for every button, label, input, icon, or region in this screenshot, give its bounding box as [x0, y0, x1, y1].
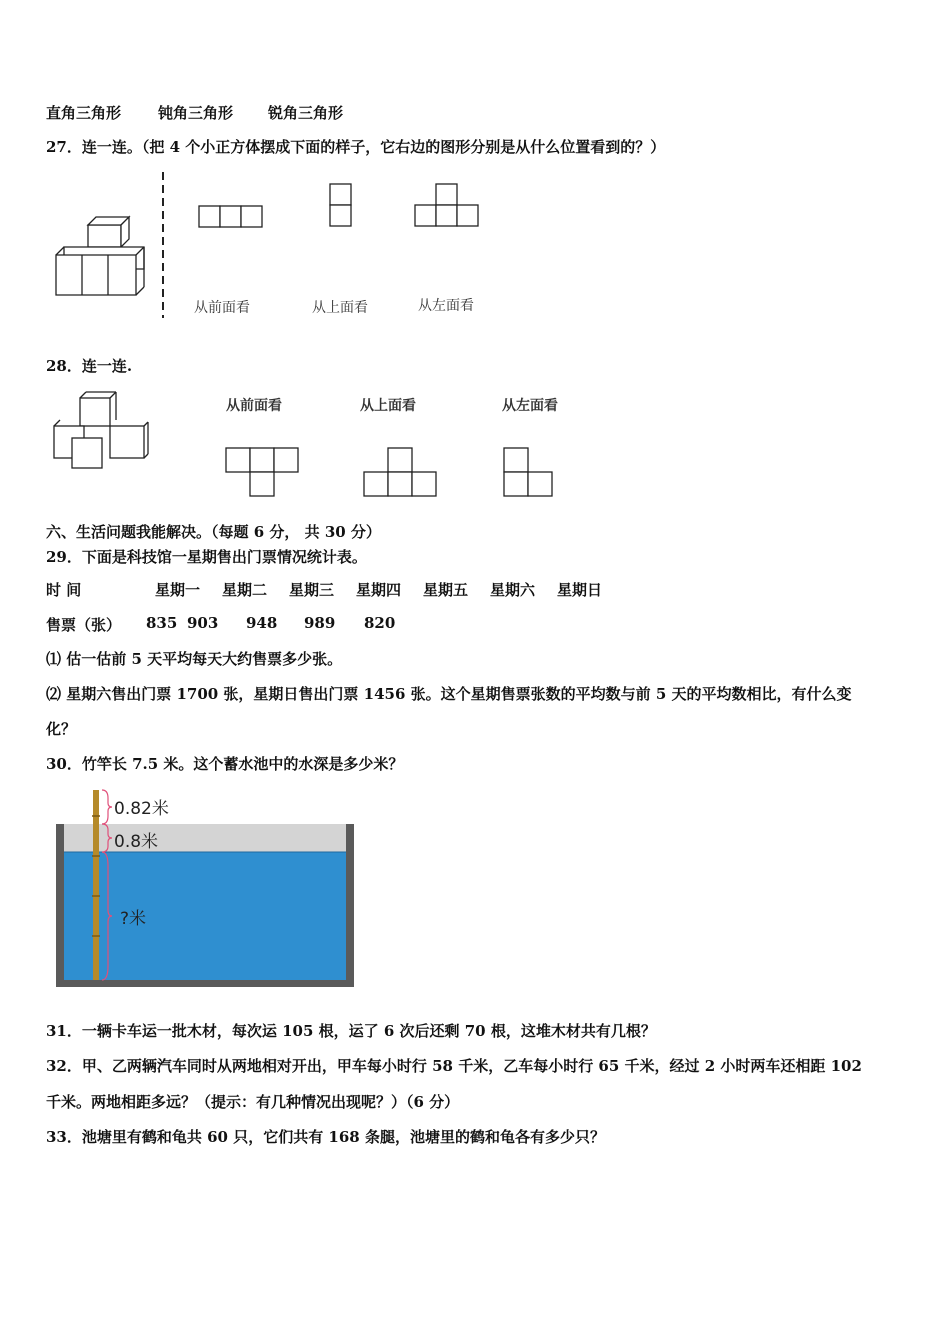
q30-label-water: ?米 — [120, 909, 147, 929]
q30-pool-illustration — [56, 786, 356, 988]
q29-day: 星期六 — [490, 581, 536, 599]
section-6-heading: 六、生活问题我能解决。（每题 6 分， 共 30 分） — [46, 523, 381, 541]
q28-cube-figure — [52, 396, 148, 472]
q27-view-front — [198, 205, 266, 229]
q33-text: 33．池塘里有鹤和龟共 60 只，它们共有 168 条腿，池塘里的鹤和龟各有多少只？ — [46, 1128, 605, 1146]
q28-label-front: 从前面看 — [226, 398, 282, 414]
q29-day: 星期一 — [155, 581, 201, 599]
q27-view-left — [414, 183, 482, 229]
q30-label-top: 0.82米 — [114, 799, 169, 819]
q28-view-shape-2 — [363, 447, 441, 499]
q31-text: 31．一辆卡车运一批木材，每次运 105 根，运了 6 次后还剩 70 根，这堆木材共有几根？ — [46, 1022, 656, 1040]
q29-ticket-value: 948 — [246, 614, 278, 632]
q30-text: 30．竹竿长 7.5 米。这个蓄水池中的水深是多少米？ — [46, 755, 404, 773]
q29-table-row-tickets — [0, 614, 950, 634]
q29-text: 29．下面是科技馆一星期售出门票情况统计表。 — [46, 548, 367, 566]
q28-label-left: 从左面看 — [502, 398, 558, 414]
q27-view-top — [329, 183, 353, 229]
q29-day: 星期三 — [289, 581, 335, 599]
tri-type-acute: 锐角三角形 — [268, 104, 344, 122]
tri-type-right: 直角三角形 — [46, 104, 122, 122]
q27-cube-figure — [50, 225, 150, 300]
q27-label-left: 从左面看 — [418, 298, 474, 314]
q29-sub2-line1: ⑵ 星期六售出门票 1700 张，星期日售出门票 1456 张。这个星期售票张数的平均数与前 5 天的平均数相比，有什么变 — [46, 685, 852, 703]
q29-day: 星期五 — [423, 581, 469, 599]
q29-sub1: ⑴ 估一估前 5 天平均每天大约售票多少张。 — [46, 650, 343, 668]
q29-day: 星期二 — [222, 581, 268, 599]
tri-type-obtuse: 钝角三角形 — [158, 104, 234, 122]
q27-dashed-divider — [160, 172, 166, 318]
q27-label-front: 从前面看 — [194, 300, 250, 316]
q29-ticket-value: 820 — [364, 614, 396, 632]
q29-ticket-value: 989 — [304, 614, 336, 632]
q28-label-top: 从上面看 — [360, 398, 416, 414]
q27-label-top: 从上面看 — [312, 300, 368, 316]
q29-day: 星期四 — [356, 581, 402, 599]
q29-ticket-value: 903 — [187, 614, 219, 632]
q32-line2: 千米。两地相距多远？（提示：有几种情况出现呢？）（6 分） — [46, 1093, 460, 1111]
q28-view-shape-3 — [503, 447, 557, 499]
bamboo-pole — [93, 790, 99, 980]
q27-text: 27．连一连。（把 4 个小正方体摆成下面的样子，它右边的图形分别是从什么位置看到的？） — [46, 138, 666, 156]
q29-table-row-days — [0, 579, 950, 599]
q29-sub2-line2: 化？ — [46, 720, 77, 738]
q30-label-mid: 0.8米 — [114, 832, 159, 852]
q29-day: 星期日 — [557, 581, 603, 599]
q29-row-header-tickets: 售票（张） — [46, 616, 122, 634]
bracket-top — [102, 790, 112, 824]
q28-view-shape-1 — [225, 447, 303, 499]
q29-row-header-time: 时 间 — [46, 581, 82, 599]
pool-water — [64, 852, 346, 980]
pool-empty-part — [64, 824, 346, 852]
q32-line1: 32．甲、乙两辆汽车同时从两地相对开出，甲车每小时行 58 千米，乙车每小时行 65 千米，经过 2 小时两车还相距 102 — [46, 1057, 862, 1075]
q29-ticket-value: 835 — [146, 614, 178, 632]
q28-text: 28．连一连. — [46, 357, 133, 375]
